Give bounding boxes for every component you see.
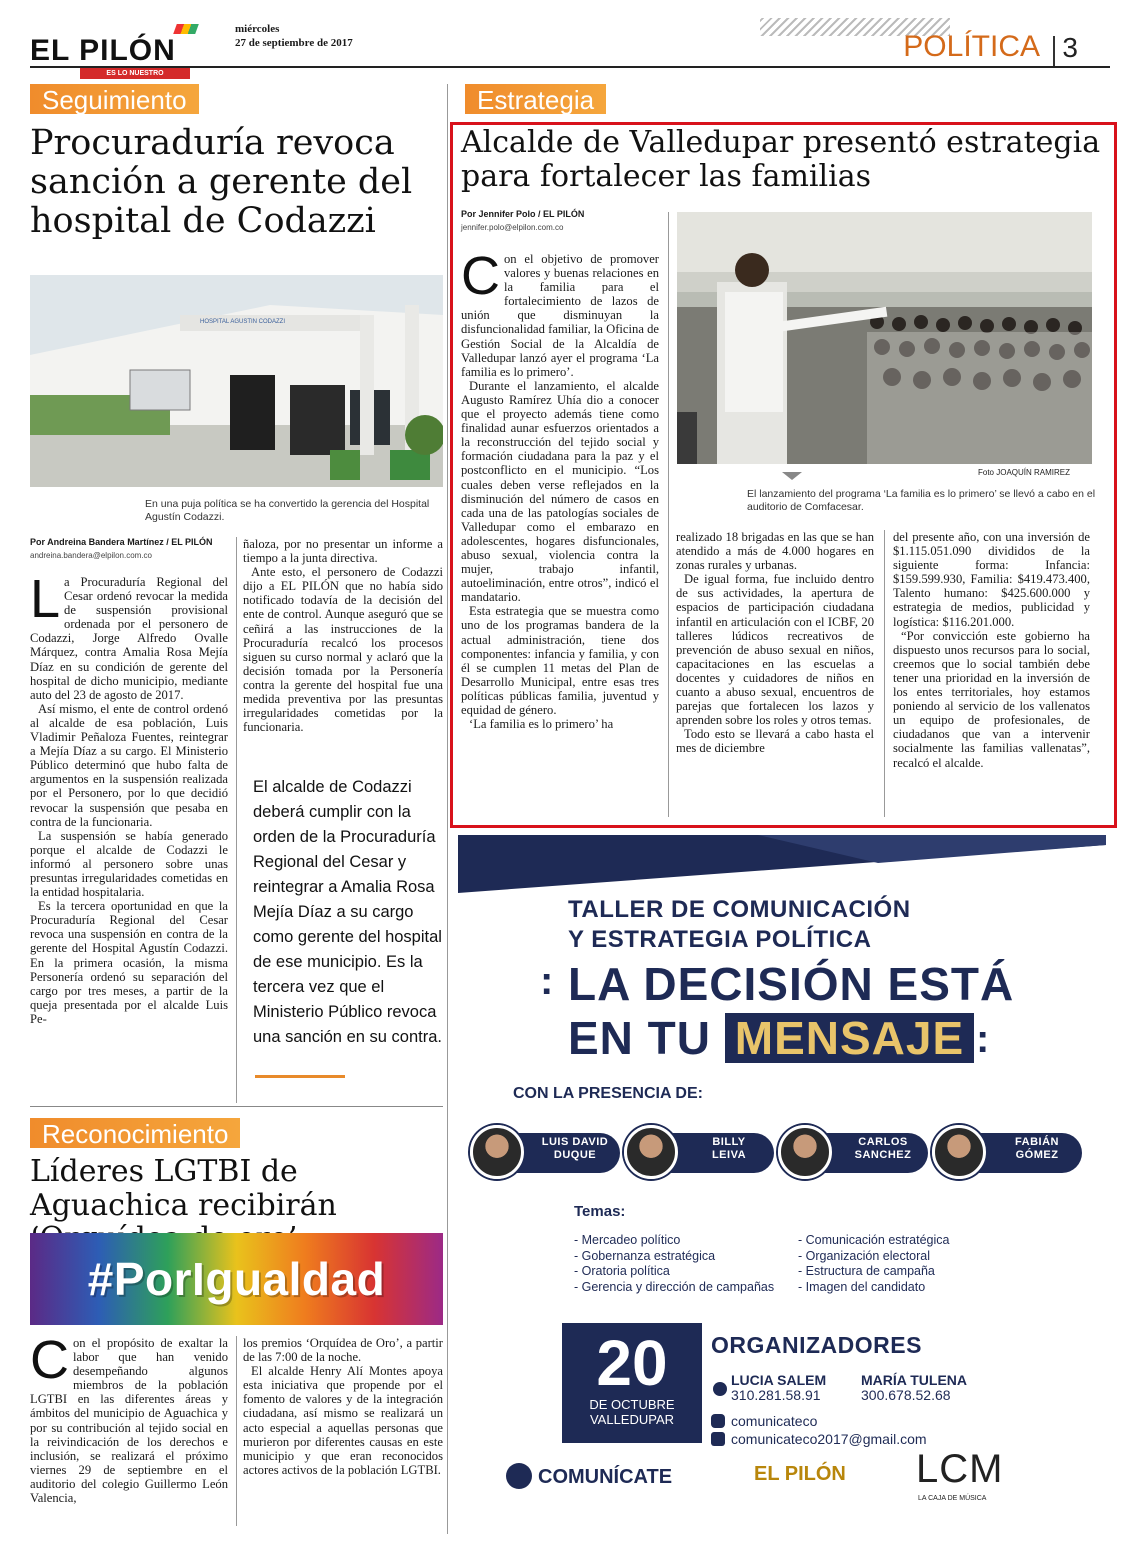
article1-dropcap: L: [30, 569, 61, 629]
speaker-card: [470, 1125, 620, 1179]
article2-dropcap: C: [461, 246, 500, 306]
speaker-card: [778, 1125, 928, 1179]
article2-paragraph: De igual forma, fue incluido dentro de sus actividades, la apertura de espacios de participación ciudadana infantil en articulación con el ICBF, 20 talleres lúdicos recreativos de prevención de abuso sexual en niños, capacitaciones en las escuelas a docentes y cuidadores de niños en cuanto a abuso sexual, encuentros de parejas que fortalecen los lazos y aprenden sobre los roles y otros temas.: [676, 572, 874, 728]
article2-text: on el objetivo de promover valores y buenas relaciones en la familia para el fortalecimiento de lazos de unión que disminuyan la disfuncionalidad familiar, la Oficina de Gestión Social de la Alcaldía de Valledupar lanzó ayer el programa ‘La familia es lo primero’.: [461, 252, 659, 379]
article3-text: on el propósito de exaltar la labor que han venido desempeñando algunos miembros de la población LGTBI en las diferentes áreas y ámbitos del municipio de Aguachica y por su contribución al tejido social en la reivindicación de los derechos e inclusión, se realizará el próximo viernes 29 de septiembre en el auditorio del colegio Guillermo León Valencia,: [30, 1336, 228, 1506]
speaker-avatar: [778, 1125, 832, 1179]
porigualdad-banner: [30, 1233, 443, 1325]
speaker-avatar: [624, 1125, 678, 1179]
speaker-name: [840, 1136, 926, 1162]
article1-column-1: [30, 569, 228, 1026]
organizer-phone: 310.281.58.91: [731, 1387, 821, 1403]
speaker-first-name: FABIÁN: [1015, 1136, 1059, 1148]
lcm-logo: LCM: [916, 1447, 1004, 1491]
article1-paragraph: La suspensión se había generado porque el alcalde de Codazzi le informó al personero sobre unas presuntas irregularidades cometidas en la entidad hospitalaria.: [30, 828, 228, 900]
ad-slogan-line1: LA DECISIÓN ESTÁ: [568, 958, 1015, 1010]
newspaper-logo: EL PILÓN: [30, 34, 176, 67]
instagram-handle: comunicateco: [731, 1413, 818, 1429]
article1-tag: Seguimiento: [30, 84, 199, 114]
ad-colon-icon: :: [540, 959, 554, 1003]
organizer-1: [711, 1373, 826, 1403]
email-address: comunicateco2017@gmail.com: [731, 1431, 927, 1447]
tema-item: - Gerencia y dirección de campañas: [574, 1279, 775, 1294]
speaker-last-name: DUQUE: [553, 1149, 597, 1161]
article2-photo-credit: Foto JOAQUÍN RAMIREZ: [978, 468, 1071, 477]
pullquote-accent: [255, 1075, 345, 1078]
speaker-name: [532, 1136, 618, 1162]
speaker-name: [994, 1136, 1080, 1162]
article1-paragraph: Ante esto, el personero de Codazzi dijo a EL PILÓN que no había sido notificado todavía de la decisión del ente de control. Aunque aseguró que se ceñirá a las instrucciones de la Procuraduría recalcó los procesos siguen su curso normal y aclaró que la decisión tomada por la Personería contra la gerente del hospital fue una medida preventiva por las presuntas irregularidades cometidas por la funcionaria.: [243, 565, 443, 735]
article2-caption: El lanzamiento del programa ‘La familia es lo primero’ se llevó a cabo en el auditorio de Comfacesar.: [747, 488, 1096, 513]
ad-colon-icon: :: [976, 1017, 990, 1061]
ad-slogan-line2: [568, 1011, 1014, 1065]
article1-byline: Por Andreina Bandera Martínez / EL PILÓN: [30, 537, 213, 547]
highlight-box: [450, 122, 1117, 828]
elpilon-ad-logo: EL PILÓN: [754, 1463, 846, 1485]
article1-paragraph: Así mismo, el ente de control ordenó al alcalde de esa población, Luis Vladimir Peñaloza Fuentes, reintegrar a Mejía Díaz a su cargo. El Ministerio Público determinó que hubo falta de argumentos en la suspensión realizada por el Personero, por lo que decidió revocar la suspensión que pesaba en contra de la funcionaria.: [30, 701, 228, 829]
logo-tagline: ES LO NUESTRO: [80, 68, 190, 79]
tema-item: - Mercadeo político: [574, 1233, 681, 1247]
article1-headline: Procuraduría revoca sanción a gerente del hospital de Codazzi: [30, 123, 413, 242]
article2-byline: Por Jennifer Polo / EL PILÓN: [461, 209, 585, 219]
article2-paragraph: del presente año, con una inversión de $1.115.051.090 divididos de la siguiente forma: Infancia: $159.599.930, Familia: $419.473.400, Talento humano: $425.600.000 y estrategia de medios, publicidad y logística: $116.201.000.: [893, 530, 1090, 629]
ad-presence-label: CON LA PRESENCIA DE:: [513, 1085, 703, 1102]
speaker-first-name: CARLOS: [858, 1136, 908, 1148]
article3-paragraph: los premios ‘Orquídea de Oro’, a partir de las 7:00 de la noche.: [243, 1336, 443, 1365]
ad-title: [568, 895, 911, 955]
speaker-name: [686, 1136, 772, 1162]
email-contact: [711, 1431, 927, 1447]
page-number: 3: [1062, 32, 1078, 63]
speaker-avatar: [932, 1125, 986, 1179]
article1-paragraph: ñaloza, por no presentar un informe a tiempo a la junta directiva.: [243, 537, 443, 566]
workshop-ad: [458, 835, 1106, 1527]
ad-mensaje-highlight: MENSAJE: [725, 1013, 974, 1063]
article3-paragraph: El alcalde Henry Alí Montes apoya esta iniciativa que propende por el fomento de valores y de la integración ciudadana, así mismo se realizará un acto especial a aquellas personas que murieron por diferentes causas en este municipio y que eran reconocidos actores activos de la población LGTBI.: [243, 1364, 443, 1477]
article1-column-2: [243, 537, 443, 734]
ad-slogan-line2a: EN TU: [568, 1012, 711, 1064]
banner-text: #PorIgualdad: [87, 1253, 386, 1305]
ad-title-line1: TALLER DE COMUNICACIÓN: [568, 896, 911, 923]
organizer-phone: 300.678.52.68: [861, 1387, 951, 1403]
hospital-sign: HOSPITAL AGUSTIN CODAZZI: [200, 319, 286, 325]
article2-paragraph: Durante el lanzamiento, el alcalde Augusto Ramírez Uhía dio a conocer que el proyecto además tiene como finalidad aunar esfuerzos orientados a la reconstrucción del tejido social y formación ciudadana para la paz y el postconflicto en el municipio. “Los cuales deben verse reflejados en la disminución del número de casos en cada una de las patologías sociales de Valledupar como el embarazo en adolescentes, hogares disfuncionales, abuso sexual, violencia contra la mujer, trabajo infantil, autoeliminación, entre otros”, indicó el mandatario.: [461, 378, 659, 605]
issue-date: [235, 22, 353, 50]
tema-item: - Organización electoral: [798, 1248, 931, 1263]
tema-item: - Imagen del candidato: [798, 1279, 926, 1294]
temas-list-right: [798, 1233, 949, 1295]
speaker-first-name: LUIS DAVID: [541, 1136, 609, 1148]
issue-weekday: miércoles: [235, 23, 280, 35]
article2-paragraph: Todo esto se llevará a cabo hasta el mes de diciembre: [676, 727, 874, 756]
article3-dropcap: C: [30, 1330, 69, 1390]
whatsapp-icon: [713, 1382, 727, 1396]
organizer-name: MARÍA TULENA: [861, 1372, 968, 1388]
article3-headline: Líderes LGTBI de Aguachica recibirán: [30, 1154, 337, 1223]
article1-paragraph: [30, 569, 228, 702]
email-icon: [711, 1432, 725, 1446]
lcm-logo-sub: LA CAJA DE MÚSICA: [918, 1495, 987, 1502]
article1-email: andreina.bandera@elpilon.com.co: [30, 551, 152, 560]
speaker-card: [624, 1125, 774, 1179]
speaker-last-name: SANCHEZ: [854, 1149, 912, 1161]
page-divider: [447, 84, 448, 1534]
tema-item: - Estructura de campaña: [798, 1264, 935, 1278]
speaker-last-name: LEIVA: [711, 1149, 747, 1161]
column-divider: [236, 1336, 237, 1526]
comunicate-logo-icon: [506, 1463, 532, 1489]
comunicate-logo: [506, 1463, 672, 1489]
tema-item: - Gobernanza estratégica: [574, 1248, 716, 1263]
article2-paragraph: Esta estrategia que se muestra como uno de los programas bandera de la actual administración, tiene dos componentes: infancia y familia, y con él se cumplen 11 metas del Plan de Desarrollo Municipal, entre esas tres políticas públicas familia, juventud y equidad de género.: [461, 604, 659, 717]
ad-slogan: [568, 957, 1014, 1065]
event-day: 20: [596, 1327, 668, 1399]
article3-paragraph: [30, 1330, 228, 1506]
article3-column-1: [30, 1330, 228, 1506]
instagram-contact: [711, 1413, 817, 1429]
hospital-photo: [30, 275, 443, 487]
ad-ribbon: [458, 835, 1106, 895]
masthead: [30, 18, 1110, 77]
tema-item: - Oratoria política: [574, 1264, 670, 1278]
logo-mark-icon: [173, 24, 199, 34]
organizers-label: ORGANIZADORES: [711, 1332, 922, 1358]
event-city: VALLEDUPAR: [589, 1412, 675, 1427]
temas-list-left: [574, 1233, 774, 1295]
article3-tag: Reconocimiento: [30, 1118, 240, 1148]
speaker-avatar: [470, 1125, 524, 1179]
article2-paragraph: “Por convicción este gobierno ha dispuesto unos recursos para lo social, creemos que lo social también debe tener una prioridad en la inversión de los entes territoriales, hoy estamos poniendo al servicio de los vallenatos un equipo de profesionales, de ciudadanos que van a intervenir socialmente las familias vallenatas”, recalcó el alcalde.: [893, 628, 1090, 770]
article2-paragraph: ‘La familia es lo primero’ ha: [469, 717, 614, 732]
article2-headline: Alcalde de Valledupar presentó estrategia para fortalecer las familias: [461, 125, 1101, 194]
article1-caption: En una puja política se ha convertido la gerencia del Hospital Agustín Codazzi.: [145, 498, 430, 523]
speaker-last-name: GÓMEZ: [1015, 1149, 1059, 1161]
speaker-card: [932, 1125, 1082, 1179]
event-month: DE OCTUBRE: [589, 1397, 675, 1412]
article1-text: a Procuraduría Regional del Cesar ordenó revocar la medida de suspensión provisional ordenada por el personero de Codazzi, Jorge Alfredo Ovalle Márquez, contra Amalia Rosa Mejía Díaz en su condición de gerente del hospital de dicho municipio, mediante auto del 23 de agosto de 2017.: [30, 575, 228, 702]
instagram-icon: [711, 1414, 725, 1428]
ad-title-line2: Y ESTRATEGIA POLÍTICA: [568, 926, 872, 953]
article2-tag: Estrategia: [465, 84, 606, 114]
column-divider: [236, 537, 237, 1103]
article2-paragraph: realizado 18 brigadas en las que se han atendido a más de 4.000 hogares en zonas rurales y urbanas.: [676, 530, 874, 573]
temas-label: Temas:: [574, 1203, 626, 1220]
issue-date-text: 27 de septiembre de 2017: [235, 37, 353, 49]
section-divider: [30, 1106, 443, 1107]
page-separator: [1053, 36, 1055, 66]
event-date-box: [562, 1323, 702, 1443]
article1-pullquote: El alcalde de Codazzi deberá cumplir con la orden de la Procuraduría Regional del Cesar y reintegrar a Amalia Rosa Mejía Díaz a su cargo como gerente del hospital de ese municipio. Es la tercera vez que el Ministerio Público revoca una sanción en su contra.: [253, 778, 442, 1046]
article2-email: jennifer.polo@elpilon.com.co: [461, 223, 564, 232]
section-name: POLÍTICA: [903, 30, 1040, 63]
article3-column-2: [243, 1336, 443, 1477]
organizer-2: [861, 1373, 967, 1403]
speaker-first-name: BILLY: [712, 1136, 746, 1148]
comunicate-logo-text: COMUNÍCATE: [538, 1466, 673, 1488]
organizer-name: LUCIA SALEM: [731, 1372, 827, 1388]
tema-item: - Comunicación estratégica: [798, 1233, 950, 1247]
article1-paragraph: Es la tercera oportunidad en que la Procuraduría Regional del Cesar revoca una suspensión en contra de la gerente del Hospital Agustín Codazzi. En la primera ocasión, la misma Personería ordenó su separación del cargo por tres meses, a partir de la queja presentada por el alcalde Luis Pe-: [30, 899, 228, 1026]
